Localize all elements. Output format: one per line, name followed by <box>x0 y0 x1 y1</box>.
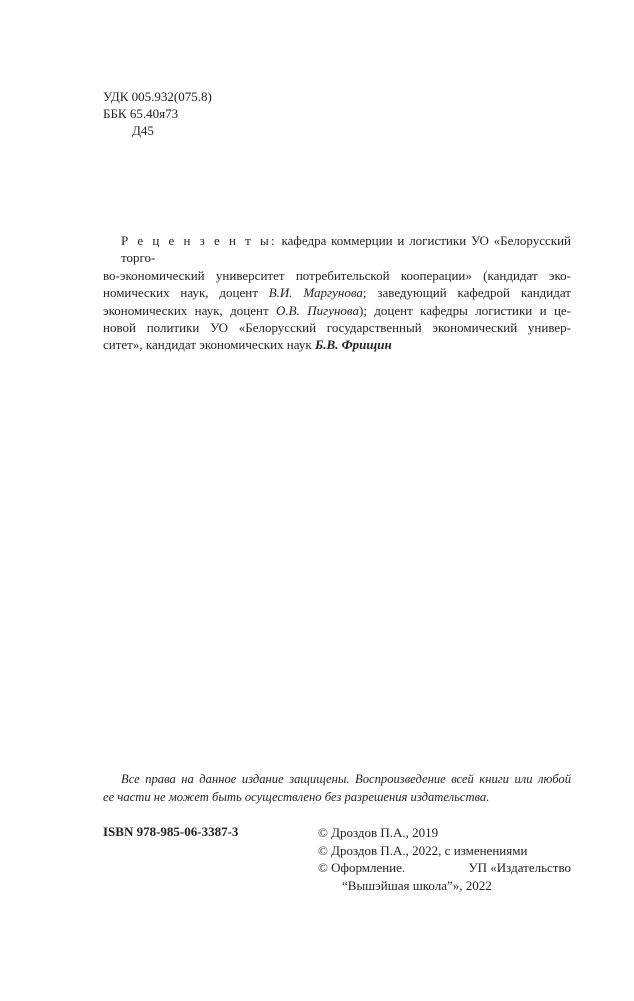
catalog-codes <box>103 88 212 139</box>
reviewers-line-2: во-экономический университет потребительской кооперации» (кандидат эко- <box>103 267 571 283</box>
reviewers-line-5: новой политики УО «Белорусский государственный экономический универ- <box>103 320 571 336</box>
rights-line-1: Все права на данное издание защищены. Воспроизведение всей книги или любой <box>121 772 571 786</box>
copyright-line-2: © Дроздов П.А., 2022, с изменениями <box>318 842 528 858</box>
reviewers-line-1: Р е ц е н з е н т ы: кафедра коммерции и логистики УО «Белорусский торго- <box>121 233 572 266</box>
rights-line-2: ее части не может быть осуществлено без разрешения издательства. <box>103 790 490 804</box>
copyright-block <box>318 824 571 894</box>
author-code: Д45 <box>132 123 154 138</box>
reviewer-name-2: О.В. Пигунова <box>276 302 359 318</box>
bbk-code: ББК 65.40я73 <box>103 106 179 121</box>
udk-code: УДК 005.932(075.8) <box>103 89 212 104</box>
rights-notice <box>103 770 571 806</box>
copyright-line-1: © Дроздов П.А., 2019 <box>318 825 439 840</box>
reviewers-label: Р е ц е н з е н т ы: <box>121 233 277 248</box>
copyright-line-4: “Вышэйшая школа”», 2022 <box>342 877 492 893</box>
reviewer-name-1: В.И. Маргунова <box>268 285 363 301</box>
isbn-number: ISBN 978-985-06-3387-3 <box>103 824 239 839</box>
reviewers-line-3: номических наук, доцент В.И. Маргунова; заведующий кафедрой кандидат <box>103 285 571 301</box>
copyright-line-3: © Оформление. УП «Издательство <box>318 860 571 875</box>
reviewers-line-6: ситет», кандидат экономических наук Б.В. Фрищин <box>103 337 392 353</box>
reviewer-name-3: Б.В. Фрищин <box>314 337 392 353</box>
reviewers-paragraph <box>103 232 571 354</box>
reviewers-line-4: экономических наук, доцент О.В. Пигунова); доцент кафедры логистики и це- <box>103 302 572 318</box>
